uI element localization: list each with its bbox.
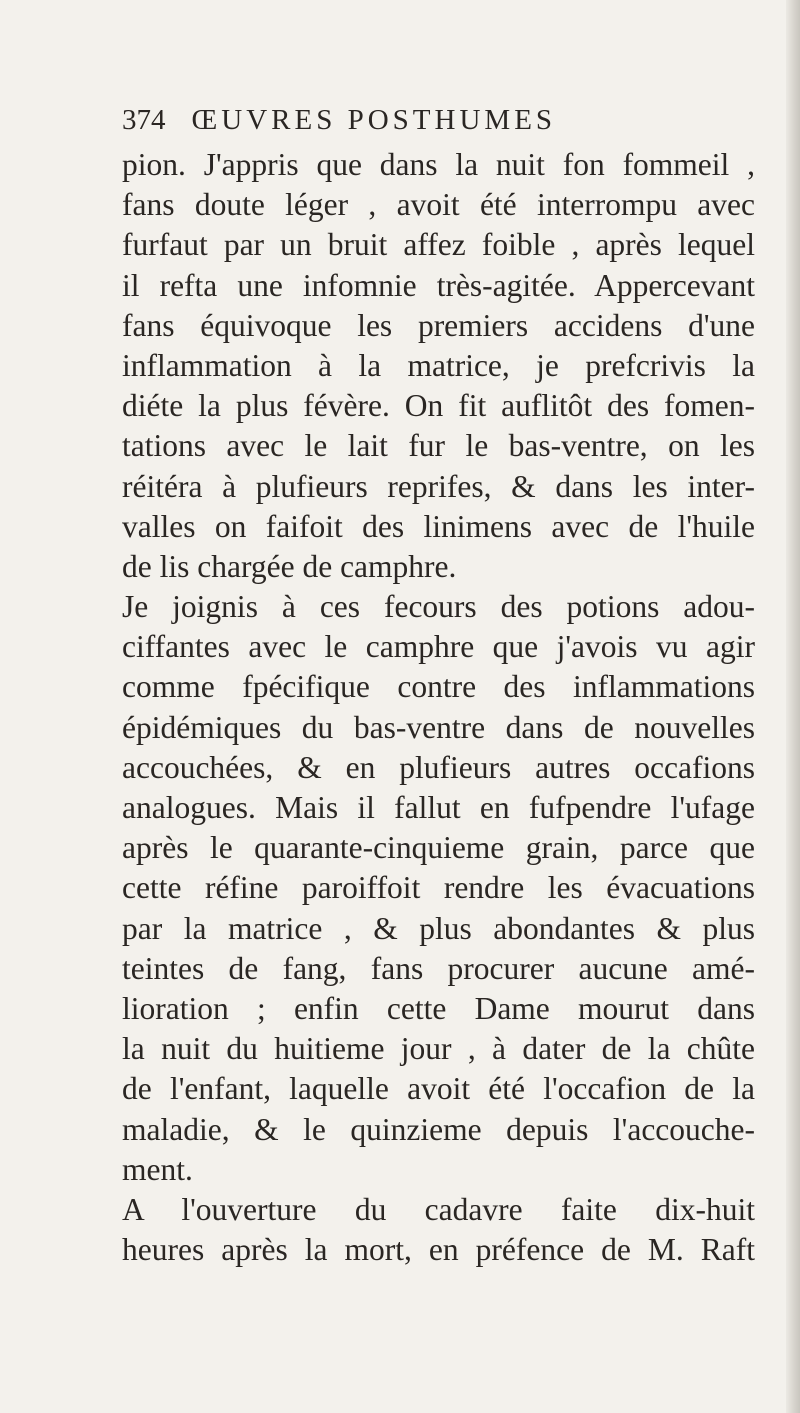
text-line: par la matrice , & plus abondantes & plus: [122, 910, 755, 946]
text-line: teintes de fang, fans procurer aucune amé-: [122, 950, 755, 986]
text-line: épidémiques du bas-ventre dans de nouvelles: [122, 709, 755, 745]
text-line: diéte la plus févère. On fit auflitôt des fomen-: [122, 388, 755, 424]
text-line: Je joignis à ces fecours des potions adou-: [122, 589, 755, 625]
text-line: cette réfine paroiffoit rendre les évacuations: [122, 870, 755, 906]
text-line: de l'enfant, laquelle avoit été l'occafion de la: [122, 1071, 755, 1107]
text-line: accouchées, & en plufieurs autres occafions: [122, 749, 755, 785]
text-line: comme fpécifique contre des inflammations: [122, 669, 755, 705]
page-number: 374: [122, 104, 166, 136]
text-line: maladie, & le quinzieme depuis l'accouche-: [122, 1111, 755, 1147]
running-head: [122, 100, 742, 140]
text-line: la nuit du huitieme jour , à dater de la chûte: [122, 1031, 755, 1067]
text-line: tations avec le lait fur le bas-ventre, on les: [122, 428, 755, 464]
text-line: après le quarante-cinquieme grain, parce que: [122, 830, 755, 866]
text-line: fans équivoque les premiers accidens d'une: [122, 307, 755, 343]
text-line: ment.: [122, 1151, 193, 1187]
text-line: inflammation à la matrice, je prefcrivis la: [122, 347, 755, 383]
body-text: [122, 145, 755, 1270]
text-line: ciffantes avec le camphre que j'avois vu agir: [122, 629, 755, 665]
text-line: il refta une infomnie très-agitée. Appercevant: [122, 267, 755, 303]
text-line: réitéra à plufieurs reprifes, & dans les inter-: [122, 468, 755, 504]
text-line: analogues. Mais il fallut en fufpendre l'ufage: [122, 790, 755, 825]
text-line: de lis chargée de camphre.: [122, 548, 457, 584]
text-line: A l'ouverture du cadavre faite dix-huit: [122, 1191, 755, 1227]
running-title: ŒUVRES POSTHUMES: [191, 104, 557, 136]
text-line: fans doute léger , avoit été interrompu avec: [122, 187, 755, 223]
text-line: pion. J'appris que dans la nuit fon fommeil ,: [122, 147, 755, 182]
text-line: furfaut par un bruit affez foible , après lequel: [122, 227, 755, 263]
text-line: valles on faifoit des linimens avec de l'huile: [122, 508, 755, 544]
text-line: heures après la mort, en préfence de M. Raft: [122, 1232, 755, 1268]
page-edge-shadow: [786, 0, 800, 1413]
text-line: lioration ; enfin cette Dame mourut dans: [122, 990, 755, 1026]
